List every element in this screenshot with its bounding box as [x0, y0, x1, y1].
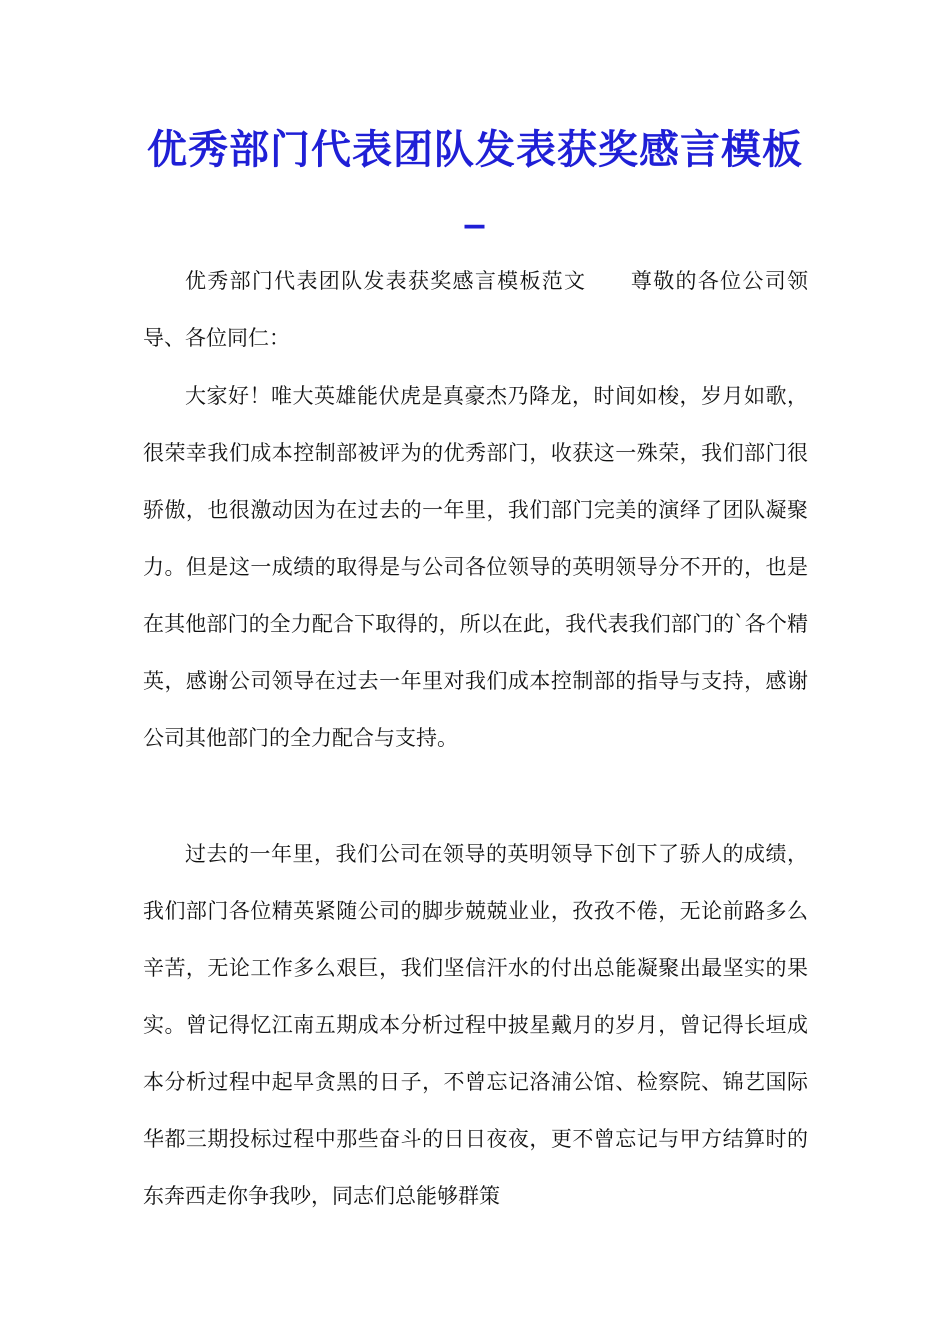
paragraph-past-year: 过去的一年里，我们公司在领导的英明领导下创下了骄人的成绩，我们部门各位精英紧随公司的脚步兢兢业业，孜孜不倦，无论前路多么辛苦，无论工作多么艰巨，我们坚信汗水的付出总能凝聚出最坚实的果实。曾记得忆江南五期成本分析过程中披星戴月的岁月，曾记得长垣成本分析过程中起早贪黑的日子，不曾忘记洛浦公馆、检察院、锦艺国际华都三期投标过程中那些奋斗的日日夜夜，更不曾忘记与甲方结算时的东奔西走你争我吵，同志们总能够群策 [143, 842, 808, 1208]
paragraph-intro: 优秀部门代表团队发表获奖感言模板范文 尊敬的各位公司领导、各位同仁： [143, 269, 808, 350]
paragraph-greeting: 大家好！唯大英雄能伏虎是真豪杰乃降龙，时间如梭，岁月如歌，很荣幸我们成本控制部被评为的优秀部门，收获这一殊荣，我们部门很骄傲，也很激动因为在过去的一年里，我们部门完美的演绎了团队凝聚力。但是这一成绩的取得是与公司各位领导的英明领导分不开的，也是在其他部门的全力配合下取得的，所以在此，我代表我们部门的`各个精英，感谢公司领导在过去一年里对我们成本控制部的指导与支持，感谢公司其他部门的全力配合与支持。 [143, 384, 808, 750]
document-title: 优秀部门代表团队发表获奖感言模板_ [147, 126, 803, 229]
